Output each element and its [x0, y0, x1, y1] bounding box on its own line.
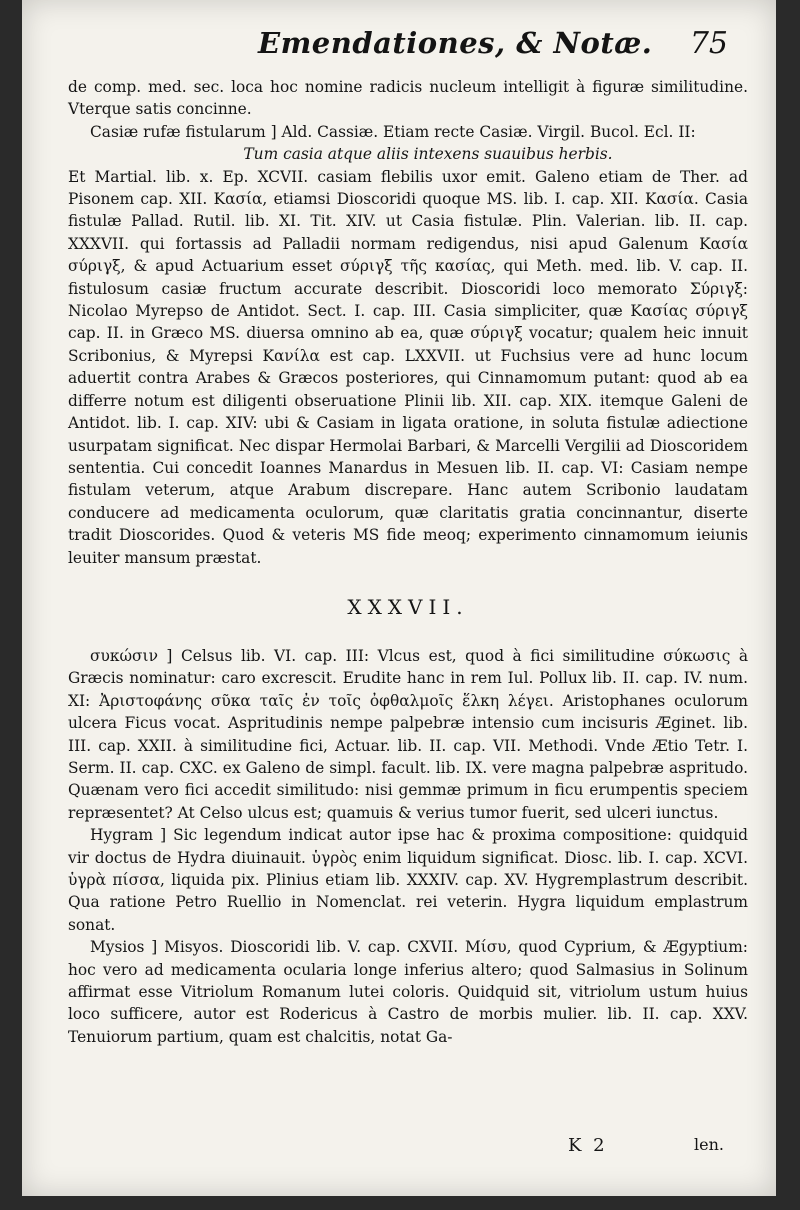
running-title: Emendationes, & Notæ.	[258, 26, 653, 60]
paragraph-sycosis: συκώσιν ] Celsus lib. VI. cap. III: Vlcus est, quod à fici similitudine σύκωσις à Græcis nominatur: caro excrescit. Erudite hanc in rem Iul. Pollux lib. II. cap. IV. num. XI: Ἀριστοφάνης σῦκα ταῖς ἐν τοῖς ὀφθαλμοῖς ἕλκη λέγει. Aristophanes oculorum ulcera Ficus vocat. Aspritudinis nempe palpebræ intensio cum incisuris Æginet. lib. III. cap. XXII. à similitudine fici, Actuar. lib. II. cap. VII. Methodi. Vnde Ætio Tetr. I. Serm. II. cap. CXC. ex Galeno de simpl. facult. lib. IX. vere magna palpebræ aspritudo. Quænam vero fici accedit similitudo: nisi gemmæ primum in ficu erumpentis speciem repræsentet? At Celso ulcus est; quamuis & verius tumor fuerit, sed ulceri iunctus.	[68, 646, 748, 822]
paragraph-casia-lemma: Casiæ rufæ fistularum ] Ald. Cassiæ. Etiam recte Casiæ. Virgil. Bucol. Ecl. II:	[90, 122, 696, 141]
paragraph-hygram: Hygram ] Sic legendum indicat autor ipse hac & proxima compositione: quidquid vir doctus de Hydra diuinauit. ὑγρὸς enim liquidum significat. Diosc. lib. I. cap. XCVI. ὑγρὰ πίσσα, liquida pix. Plinius etiam lib. XXXIV. cap. XV. Hygremplastrum describit. Qua ratione Petro Ruellio in Nomenclat. rei veterin. Hygra liquidum emplastrum sonat.	[68, 826, 748, 934]
page-body	[68, 76, 748, 1048]
page-header	[22, 26, 776, 70]
catchword: len.	[694, 1135, 724, 1154]
page-footer	[68, 1135, 748, 1165]
page-number: 75	[689, 26, 728, 61]
section-heading: XXXVII.	[347, 594, 469, 619]
paragraph-mysios: Mysios ] Misyos. Dioscoridi lib. V. cap. CXVII. Μίσυ, quod Cyprium, & Ægyptium: hoc vero ad medicamenta ocularia longe inferius altero; quod Salmasius in Solinum affirmat esse Vitriolum Romanum lutei coloris. Quidquid sit, vitriolum ustum huius loco sufficere, autor est Rodericus à Castro de morbis mulier. lib. II. cap. XXV. Tenuiorum partium, quam est chalcitis, notat Ga-	[68, 938, 748, 1046]
signature-mark: K 2	[568, 1135, 608, 1156]
paragraph-casia-commentary: Et Martial. lib. x. Ep. XCVII. casiam flebilis uxor emit. Galeno etiam de Ther. ad Pisonem cap. XII. Κασία, etiamsi Dioscoridi quoque MS. lib. I. cap. XII. Κασία. Casia fistulæ Pallad. Rutil. lib. XI. Tit. XIV. ut Casia fistulæ. Plin. Valerian. lib. II. cap. XXXVII. qui fortassis ad Palladii normam redigendus, nisi apud Galenum Κασία σύριγξ, & apud Actuarium esset σύριγξ τῆς κασίας, qui Meth. med. lib. V. cap. II. fistulosum casiæ fructum accurate describit. Dioscoridi loco memorato Σύριγξ: Nicolao Myrepso de Antidot. Sect. I. cap. III. Casia simpliciter, quæ Κασίας σύριγξ cap. II. in Græco MS. diuersa omnino ab ea, quæ σύριγξ vocatur; qualem heic innuit Scribonius, & Myrepsi Κανίλα est cap. LXXVII. ut Fuchsius vere ad hunc locum aduertit contra Arabes & Græcos posteriores, qui Cinnamomum putant: quod ab ea differre notum est diligenti obseruatione Plinii lib. XII. cap. XIX. itemque Galeni de Antidot. lib. I. cap. XIV: ubi & Casiam in ligata oratione, in soluta fistulæ adiectione usurpatam significat. Nec dispar Hermolai Barbari, & Marcelli Vergilii ad Dioscoridem sententia. Cui concedit Ioannes Manardus in Mesuen lib. II. cap. VI: Casiam nempe fistulam veterum, atque Arabum discrepare. Hanc autem Scribonio laudatam conducere ad medicamenta oculorum, quæ claritatis gratia concinnantur, diserte tradit Dioscorides. Quod & veteris MS fide meoq; experimento cinnamomum ieiunis leuiter mansum præstat.	[68, 167, 748, 567]
book-page	[22, 0, 776, 1196]
paragraph-continuation: de comp. med. sec. loca hoc nomine radicis nucleum intelligit à figuræ similitudine. Vterque satis concinne.	[68, 78, 748, 119]
verse-quote: Tum casia atque aliis intexens suauibus herbis.	[243, 145, 613, 164]
